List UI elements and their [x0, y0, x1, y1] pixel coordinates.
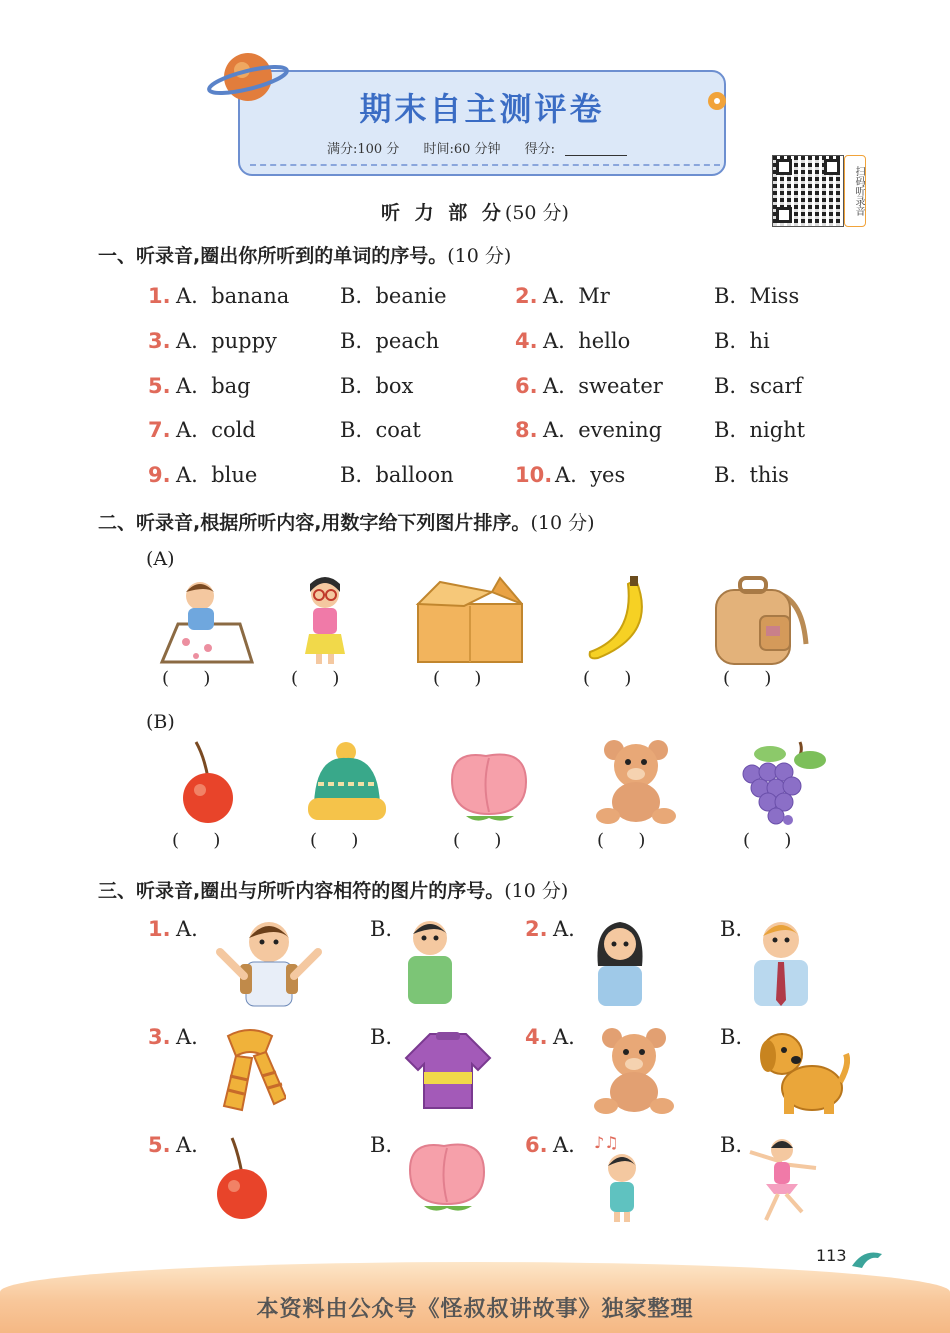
answer-blank[interactable]: ( )	[583, 668, 632, 689]
option-b-label[interactable]: B.	[720, 1133, 743, 1157]
option-b[interactable]: B. this	[714, 463, 789, 487]
answer-blank[interactable]: ( )	[162, 668, 211, 689]
option-a[interactable]: A. bag	[176, 374, 251, 398]
answer-blank[interactable]: ( )	[291, 668, 340, 689]
option-b[interactable]: B. peach	[340, 329, 440, 353]
option-a[interactable]: A. Mr	[543, 284, 610, 308]
footer-credit: 本资料由公众号《怪叔叔讲故事》独家整理	[256, 1297, 694, 1322]
option-a[interactable]: A. sweater	[543, 374, 663, 398]
listening-title: 听 力 部 分(50 分)	[381, 202, 569, 224]
option-b-label[interactable]: B.	[720, 1025, 743, 1049]
question-number: 2.	[515, 284, 538, 308]
section2-title: 二、听录音,根据所听内容,用数字给下列图片排序。(10 分)	[98, 512, 595, 534]
boy-drawing-image	[148, 574, 254, 664]
page-number: 113	[816, 1246, 847, 1265]
question-number: 4.	[525, 1025, 548, 1049]
question-number: 6.	[515, 374, 538, 398]
option-a-label[interactable]: A.	[176, 1025, 198, 1049]
answer-blank[interactable]: ( )	[743, 830, 792, 851]
answer-blank[interactable]: ( )	[597, 830, 646, 851]
beanie-hat-image	[306, 738, 388, 824]
option-a[interactable]: A. evening	[543, 418, 663, 442]
question-number: 3.	[148, 1025, 171, 1049]
question-number: 8.	[515, 418, 538, 442]
option-b-label[interactable]: B.	[370, 1025, 393, 1049]
question-number: 5.	[148, 1133, 171, 1157]
option-b[interactable]: B. hi	[714, 329, 770, 353]
sweater-image	[404, 1028, 492, 1110]
option-a[interactable]: A. yes	[555, 463, 626, 487]
man-tie-image	[748, 914, 814, 1008]
option-a[interactable]: A. hello	[543, 329, 631, 353]
option-b-label[interactable]: B.	[370, 1133, 393, 1157]
time-limit: 时间:60 分钟	[423, 142, 501, 157]
woman-image	[592, 916, 648, 1008]
girl-glasses-image	[297, 574, 353, 666]
option-a[interactable]: A. puppy	[176, 329, 277, 353]
question-number: 9.	[148, 463, 171, 487]
grapes-image	[734, 738, 830, 828]
question-number: 7.	[148, 418, 171, 442]
box-image	[414, 576, 526, 664]
answer-blank[interactable]: ( )	[433, 668, 482, 689]
peach-image	[446, 744, 532, 826]
option-a-label[interactable]: A.	[176, 917, 198, 941]
question-number: 1.	[148, 284, 171, 308]
answer-blank[interactable]: ( )	[172, 830, 221, 851]
svg-text:♪♫: ♪♫	[594, 1133, 619, 1152]
answer-blank[interactable]: ( )	[723, 668, 772, 689]
option-b[interactable]: B. Miss	[714, 284, 800, 308]
question-number: 10.	[515, 463, 553, 487]
scarf-image	[214, 1026, 286, 1118]
option-a[interactable]: A. blue	[176, 463, 258, 487]
page-title: 期末自主测评卷	[359, 90, 605, 128]
score-field: 得分:	[525, 142, 637, 157]
group-a-label: (A)	[146, 548, 175, 570]
girl-singing-image	[590, 1132, 646, 1224]
question-number: 3.	[148, 329, 171, 353]
option-a-label[interactable]: A.	[553, 1025, 575, 1049]
banana-image	[584, 574, 658, 664]
section3-title: 三、听录音,圈出与所听内容相符的图片的序号。(10 分)	[98, 880, 569, 902]
question-number: 4.	[515, 329, 538, 353]
girl-dancing-image	[746, 1132, 820, 1224]
option-b[interactable]: B. balloon	[340, 463, 454, 487]
score-line	[565, 143, 627, 156]
boy-green-shirt-image	[404, 916, 456, 1008]
dolphin-icon	[850, 1246, 886, 1276]
option-a-label[interactable]: A.	[176, 1133, 198, 1157]
option-a-label[interactable]: A.	[553, 917, 575, 941]
question-number: 6.	[525, 1133, 548, 1157]
section1-title: 一、听录音,圈出你所听到的单词的序号。(10 分)	[98, 245, 512, 267]
option-b[interactable]: B. scarf	[714, 374, 803, 398]
question-number: 5.	[148, 374, 171, 398]
option-b-label[interactable]: B.	[720, 917, 743, 941]
option-b[interactable]: B. beanie	[340, 284, 447, 308]
cherry-2-image	[212, 1134, 270, 1222]
group-b-label: (B)	[146, 711, 175, 733]
option-a[interactable]: A. banana	[176, 284, 290, 308]
option-b[interactable]: B. box	[340, 374, 414, 398]
banner-divider	[250, 164, 720, 166]
option-a-label[interactable]: A.	[553, 1133, 575, 1157]
backpack-image	[710, 574, 810, 666]
option-a[interactable]: A. cold	[176, 418, 256, 442]
exam-info	[238, 138, 726, 157]
boy-waving-image	[214, 916, 324, 1008]
puppy-image	[754, 1024, 850, 1118]
answer-blank[interactable]: ( )	[310, 830, 359, 851]
question-number: 1.	[148, 917, 171, 941]
teddy-bear-image	[594, 738, 678, 826]
option-b[interactable]: B. night	[714, 418, 806, 442]
option-b-label[interactable]: B.	[370, 917, 393, 941]
teddy-bear-2-image	[592, 1026, 676, 1116]
peach-2-image	[404, 1134, 490, 1216]
full-marks: 满分:100 分	[326, 142, 400, 157]
cherry-image	[178, 738, 236, 826]
option-b[interactable]: B. coat	[340, 418, 421, 442]
question-number: 2.	[525, 917, 548, 941]
qr-note: 扫码听录音	[844, 155, 866, 227]
answer-blank[interactable]: ( )	[453, 830, 502, 851]
